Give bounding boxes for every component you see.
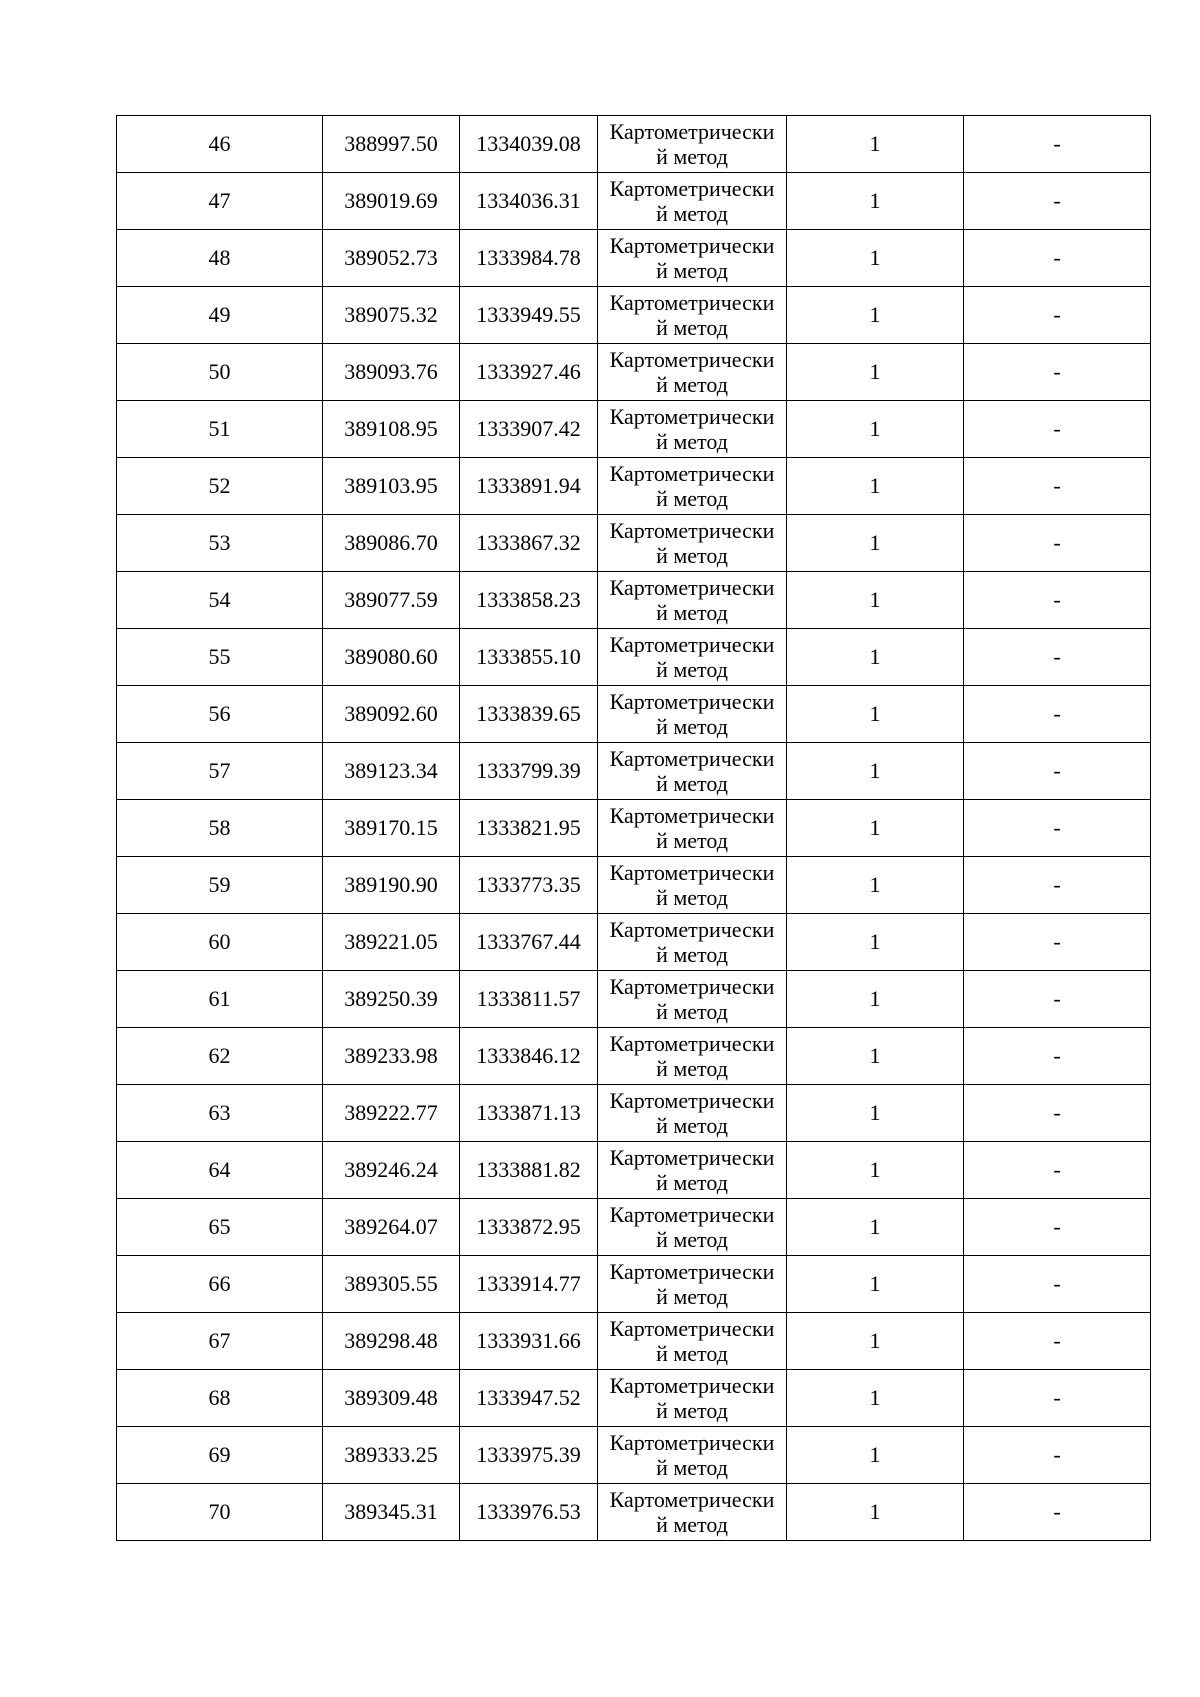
- y-coordinate-cell: 1333839.65: [460, 686, 598, 743]
- point-number-cell: 57: [117, 743, 323, 800]
- y-coordinate-cell: 1333767.44: [460, 914, 598, 971]
- note-cell: -: [964, 401, 1151, 458]
- note-cell: -: [964, 914, 1151, 971]
- y-coordinate-cell: 1333976.53: [460, 1484, 598, 1541]
- x-coordinate-cell: 389298.48: [323, 1313, 460, 1370]
- method-cell: [598, 1313, 787, 1370]
- accuracy-cell: 1: [787, 116, 964, 173]
- method-text-line-2: й метод: [656, 315, 728, 340]
- method-text-line-1: Картометрически: [609, 346, 775, 372]
- table-row: [117, 857, 1151, 914]
- note-cell: -: [964, 572, 1151, 629]
- table-row: [117, 401, 1151, 458]
- point-number-cell: 50: [117, 344, 323, 401]
- method-text-line-2: й метод: [656, 828, 728, 853]
- method-text-line-2: й метод: [656, 543, 728, 568]
- method-text-line-1: Картометрически: [609, 118, 775, 144]
- table-row: [117, 116, 1151, 173]
- y-coordinate-cell: 1333949.55: [460, 287, 598, 344]
- method-text-line-1: Картометрически: [609, 1087, 775, 1113]
- point-number-cell: 64: [117, 1142, 323, 1199]
- note-cell: -: [964, 1142, 1151, 1199]
- x-coordinate-cell: 389190.90: [323, 857, 460, 914]
- x-coordinate-cell: 389080.60: [323, 629, 460, 686]
- point-number-cell: 52: [117, 458, 323, 515]
- y-coordinate-cell: 1333773.35: [460, 857, 598, 914]
- y-coordinate-cell: 1333947.52: [460, 1370, 598, 1427]
- accuracy-cell: 1: [787, 1142, 964, 1199]
- y-coordinate-cell: 1333891.94: [460, 458, 598, 515]
- method-text-line-2: й метод: [656, 942, 728, 967]
- method-text-line-1: Картометрически: [609, 1315, 775, 1341]
- method-text-line-1: Картометрически: [609, 1144, 775, 1170]
- method-text-line-2: й метод: [656, 714, 728, 739]
- point-number-cell: 67: [117, 1313, 323, 1370]
- accuracy-cell: 1: [787, 1370, 964, 1427]
- method-text-line-2: й метод: [656, 201, 728, 226]
- point-number-cell: 51: [117, 401, 323, 458]
- note-cell: -: [964, 287, 1151, 344]
- table-row: [117, 1484, 1151, 1541]
- accuracy-cell: 1: [787, 1484, 964, 1541]
- method-text-line-1: Картометрически: [609, 802, 775, 828]
- method-text-line-1: Картометрически: [609, 1372, 775, 1398]
- point-number-cell: 60: [117, 914, 323, 971]
- accuracy-cell: 1: [787, 401, 964, 458]
- x-coordinate-cell: 389264.07: [323, 1199, 460, 1256]
- y-coordinate-cell: 1333855.10: [460, 629, 598, 686]
- method-cell: [598, 800, 787, 857]
- method-text-line-1: Картометрически: [609, 859, 775, 885]
- table-row: [117, 515, 1151, 572]
- x-coordinate-cell: 389108.95: [323, 401, 460, 458]
- method-text-line-2: й метод: [656, 999, 728, 1024]
- accuracy-cell: 1: [787, 971, 964, 1028]
- method-text-line-2: й метод: [656, 885, 728, 910]
- note-cell: -: [964, 230, 1151, 287]
- point-number-cell: 47: [117, 173, 323, 230]
- method-text-line-2: й метод: [656, 1398, 728, 1423]
- x-coordinate-cell: 389345.31: [323, 1484, 460, 1541]
- accuracy-cell: 1: [787, 230, 964, 287]
- table-row: [117, 572, 1151, 629]
- note-cell: -: [964, 1370, 1151, 1427]
- method-text-line-1: Картометрически: [609, 1486, 775, 1512]
- x-coordinate-cell: 389250.39: [323, 971, 460, 1028]
- y-coordinate-cell: 1333858.23: [460, 572, 598, 629]
- point-number-cell: 53: [117, 515, 323, 572]
- method-text-line-1: Картометрически: [609, 574, 775, 600]
- method-text-line-1: Картометрически: [609, 175, 775, 201]
- method-cell: [598, 116, 787, 173]
- note-cell: -: [964, 1199, 1151, 1256]
- x-coordinate-cell: 389309.48: [323, 1370, 460, 1427]
- y-coordinate-cell: 1333927.46: [460, 344, 598, 401]
- note-cell: -: [964, 458, 1151, 515]
- method-text-line-1: Картометрически: [609, 688, 775, 714]
- note-cell: -: [964, 629, 1151, 686]
- method-text-line-2: й метод: [656, 1455, 728, 1480]
- point-number-cell: 61: [117, 971, 323, 1028]
- method-cell: [598, 857, 787, 914]
- table-body: [117, 116, 1151, 1541]
- x-coordinate-cell: 389052.73: [323, 230, 460, 287]
- accuracy-cell: 1: [787, 1199, 964, 1256]
- y-coordinate-cell: 1333984.78: [460, 230, 598, 287]
- method-cell: [598, 1427, 787, 1484]
- y-coordinate-cell: 1333821.95: [460, 800, 598, 857]
- table-row: [117, 1142, 1151, 1199]
- note-cell: -: [964, 1085, 1151, 1142]
- accuracy-cell: 1: [787, 572, 964, 629]
- table-row: [117, 743, 1151, 800]
- method-text-line-1: Картометрически: [609, 460, 775, 486]
- accuracy-cell: 1: [787, 458, 964, 515]
- table-row: [117, 629, 1151, 686]
- method-text-line-1: Картометрически: [609, 517, 775, 543]
- point-number-cell: 55: [117, 629, 323, 686]
- accuracy-cell: 1: [787, 515, 964, 572]
- method-cell: [598, 1256, 787, 1313]
- method-text-line-2: й метод: [656, 1512, 728, 1537]
- table-row: [117, 230, 1151, 287]
- method-text-line-2: й метод: [656, 1056, 728, 1081]
- accuracy-cell: 1: [787, 344, 964, 401]
- method-text-line-2: й метод: [656, 600, 728, 625]
- y-coordinate-cell: 1333871.13: [460, 1085, 598, 1142]
- method-cell: [598, 914, 787, 971]
- method-text-line-2: й метод: [656, 429, 728, 454]
- method-text-line-1: Картометрически: [609, 1429, 775, 1455]
- x-coordinate-cell: 389092.60: [323, 686, 460, 743]
- accuracy-cell: 1: [787, 629, 964, 686]
- note-cell: -: [964, 515, 1151, 572]
- method-text-line-1: Картометрически: [609, 1030, 775, 1056]
- method-text-line-1: Картометрически: [609, 1201, 775, 1227]
- point-number-cell: 54: [117, 572, 323, 629]
- note-cell: -: [964, 857, 1151, 914]
- point-number-cell: 58: [117, 800, 323, 857]
- method-text-line-1: Картометрически: [609, 403, 775, 429]
- point-number-cell: 68: [117, 1370, 323, 1427]
- method-text-line-2: й метод: [656, 657, 728, 682]
- accuracy-cell: 1: [787, 287, 964, 344]
- accuracy-cell: 1: [787, 743, 964, 800]
- method-cell: [598, 1199, 787, 1256]
- point-number-cell: 59: [117, 857, 323, 914]
- x-coordinate-cell: 389019.69: [323, 173, 460, 230]
- table-row: [117, 1085, 1151, 1142]
- method-text-line-2: й метод: [656, 1170, 728, 1195]
- y-coordinate-cell: 1333799.39: [460, 743, 598, 800]
- method-text-line-1: Картометрически: [609, 289, 775, 315]
- x-coordinate-cell: 389093.76: [323, 344, 460, 401]
- accuracy-cell: 1: [787, 1028, 964, 1085]
- method-cell: [598, 401, 787, 458]
- table-row: [117, 1370, 1151, 1427]
- x-coordinate-cell: 389075.32: [323, 287, 460, 344]
- note-cell: -: [964, 1484, 1151, 1541]
- y-coordinate-cell: 1333914.77: [460, 1256, 598, 1313]
- accuracy-cell: 1: [787, 686, 964, 743]
- point-number-cell: 69: [117, 1427, 323, 1484]
- method-text-line-1: Картометрически: [609, 916, 775, 942]
- table-row: [117, 800, 1151, 857]
- y-coordinate-cell: 1333907.42: [460, 401, 598, 458]
- method-text-line-1: Картометрически: [609, 631, 775, 657]
- x-coordinate-cell: 389103.95: [323, 458, 460, 515]
- x-coordinate-cell: 389246.24: [323, 1142, 460, 1199]
- table-row: [117, 1427, 1151, 1484]
- y-coordinate-cell: 1334039.08: [460, 116, 598, 173]
- point-number-cell: 62: [117, 1028, 323, 1085]
- method-text-line-2: й метод: [656, 144, 728, 169]
- accuracy-cell: 1: [787, 1313, 964, 1370]
- method-text-line-2: й метод: [656, 1227, 728, 1252]
- coordinates-table: [116, 115, 1151, 1541]
- table-row: [117, 1028, 1151, 1085]
- note-cell: -: [964, 116, 1151, 173]
- method-cell: [598, 1028, 787, 1085]
- method-text-line-2: й метод: [656, 486, 728, 511]
- x-coordinate-cell: 389305.55: [323, 1256, 460, 1313]
- note-cell: -: [964, 743, 1151, 800]
- accuracy-cell: 1: [787, 1085, 964, 1142]
- x-coordinate-cell: 389333.25: [323, 1427, 460, 1484]
- method-cell: [598, 287, 787, 344]
- note-cell: -: [964, 1256, 1151, 1313]
- method-cell: [598, 1484, 787, 1541]
- table-row: [117, 1199, 1151, 1256]
- y-coordinate-cell: 1333811.57: [460, 971, 598, 1028]
- x-coordinate-cell: 389222.77: [323, 1085, 460, 1142]
- accuracy-cell: 1: [787, 1427, 964, 1484]
- note-cell: -: [964, 1313, 1151, 1370]
- note-cell: -: [964, 344, 1151, 401]
- table-row: [117, 287, 1151, 344]
- point-number-cell: 66: [117, 1256, 323, 1313]
- method-cell: [598, 971, 787, 1028]
- x-coordinate-cell: 389123.34: [323, 743, 460, 800]
- y-coordinate-cell: 1333931.66: [460, 1313, 598, 1370]
- point-number-cell: 46: [117, 116, 323, 173]
- x-coordinate-cell: 389077.59: [323, 572, 460, 629]
- point-number-cell: 48: [117, 230, 323, 287]
- y-coordinate-cell: 1333846.12: [460, 1028, 598, 1085]
- x-coordinate-cell: 389221.05: [323, 914, 460, 971]
- method-text-line-2: й метод: [656, 771, 728, 796]
- x-coordinate-cell: 388997.50: [323, 116, 460, 173]
- point-number-cell: 56: [117, 686, 323, 743]
- table-row: [117, 914, 1151, 971]
- table-row: [117, 971, 1151, 1028]
- accuracy-cell: 1: [787, 800, 964, 857]
- method-text-line-1: Картометрически: [609, 232, 775, 258]
- note-cell: -: [964, 686, 1151, 743]
- y-coordinate-cell: 1333881.82: [460, 1142, 598, 1199]
- y-coordinate-cell: 1334036.31: [460, 173, 598, 230]
- method-text-line-1: Картометрически: [609, 973, 775, 999]
- method-cell: [598, 686, 787, 743]
- method-text-line-2: й метод: [656, 1341, 728, 1366]
- table-row: [117, 173, 1151, 230]
- note-cell: -: [964, 1028, 1151, 1085]
- table-row: [117, 344, 1151, 401]
- note-cell: -: [964, 800, 1151, 857]
- method-cell: [598, 515, 787, 572]
- y-coordinate-cell: 1333872.95: [460, 1199, 598, 1256]
- accuracy-cell: 1: [787, 914, 964, 971]
- table-row: [117, 1313, 1151, 1370]
- method-text-line-2: й метод: [656, 258, 728, 283]
- method-cell: [598, 344, 787, 401]
- point-number-cell: 63: [117, 1085, 323, 1142]
- method-text-line-2: й метод: [656, 1284, 728, 1309]
- method-cell: [598, 743, 787, 800]
- table-row: [117, 458, 1151, 515]
- table-row: [117, 686, 1151, 743]
- note-cell: -: [964, 971, 1151, 1028]
- method-cell: [598, 1370, 787, 1427]
- method-text-line-1: Картометрически: [609, 745, 775, 771]
- y-coordinate-cell: 1333867.32: [460, 515, 598, 572]
- x-coordinate-cell: 389086.70: [323, 515, 460, 572]
- x-coordinate-cell: 389233.98: [323, 1028, 460, 1085]
- point-number-cell: 70: [117, 1484, 323, 1541]
- point-number-cell: 65: [117, 1199, 323, 1256]
- method-cell: [598, 1085, 787, 1142]
- accuracy-cell: 1: [787, 857, 964, 914]
- method-cell: [598, 230, 787, 287]
- method-cell: [598, 458, 787, 515]
- method-cell: [598, 173, 787, 230]
- method-cell: [598, 1142, 787, 1199]
- accuracy-cell: 1: [787, 1256, 964, 1313]
- x-coordinate-cell: 389170.15: [323, 800, 460, 857]
- point-number-cell: 49: [117, 287, 323, 344]
- table-row: [117, 1256, 1151, 1313]
- y-coordinate-cell: 1333975.39: [460, 1427, 598, 1484]
- method-cell: [598, 572, 787, 629]
- method-cell: [598, 629, 787, 686]
- method-text-line-2: й метод: [656, 1113, 728, 1138]
- method-text-line-1: Картометрически: [609, 1258, 775, 1284]
- note-cell: -: [964, 173, 1151, 230]
- note-cell: -: [964, 1427, 1151, 1484]
- method-text-line-2: й метод: [656, 372, 728, 397]
- accuracy-cell: 1: [787, 173, 964, 230]
